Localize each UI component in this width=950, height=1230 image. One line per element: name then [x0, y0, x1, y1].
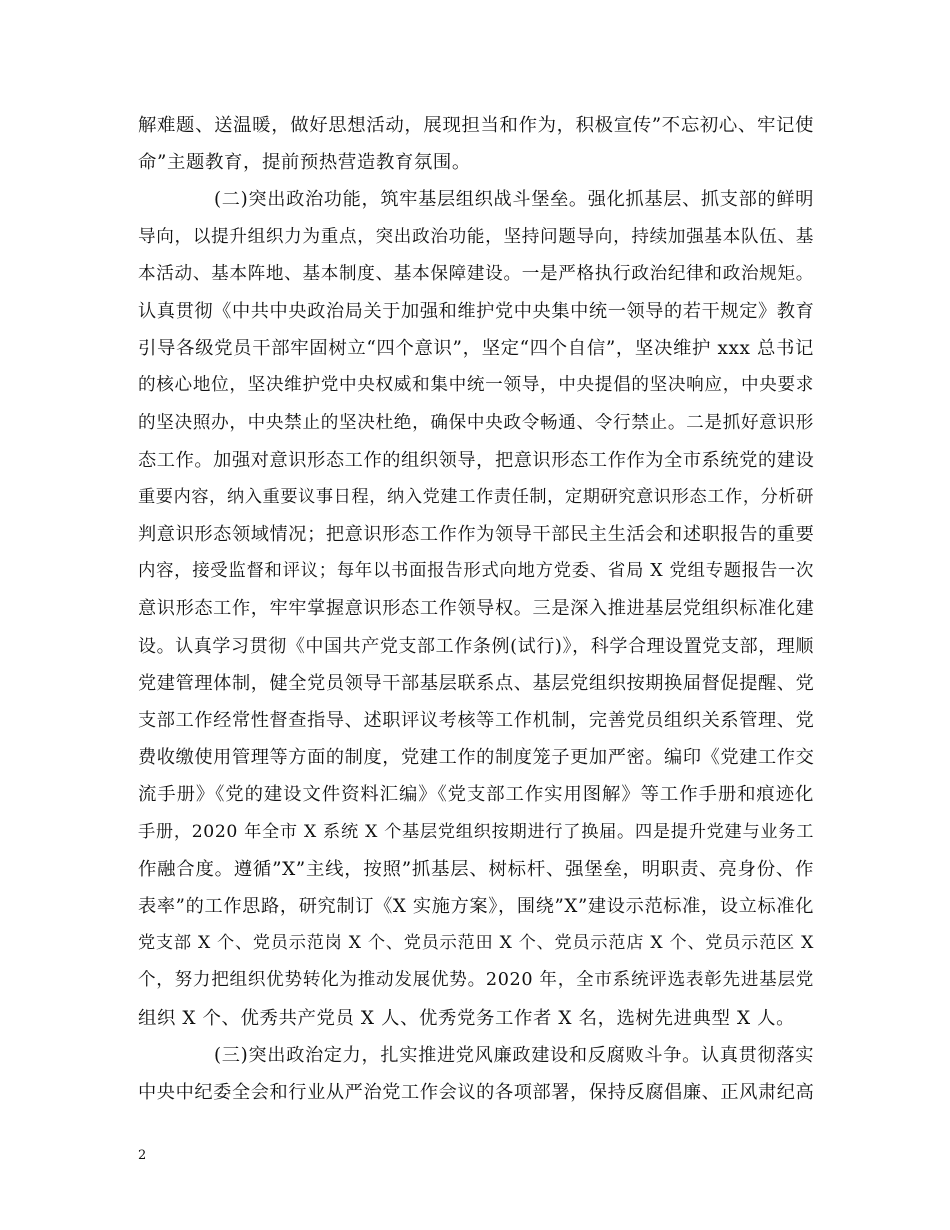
text-line: 支部工作经常性督查指导、述职评议考核等工作机制，完善党员组织关系管理、党 [138, 710, 815, 731]
text-line: 表率”的工作思路，研究制订《X 实施方案》，围绕”X”建设示范标准，设立标准化 [138, 895, 814, 917]
text-line: 引导各级党员干部牢固树立“四个意识”，坚定“四个自信”，坚决维护 xxx 总书记 [138, 338, 814, 360]
text-line: 的坚决照办，中央禁止的坚决杜绝，确保中央政令畅通、令行禁止。二是抓好意识形 [138, 412, 814, 433]
text-line: 作融合度。遵循”X”主线，按照”抓基层、树标杆、强堡垒，明职责、亮身份、作 [138, 858, 814, 880]
text-line: 判意识形态领域情况；把意识形态工作作为领导干部民主生活会和述职报告的重要 [138, 524, 815, 546]
text-line: 导向，以提升组织力为重点，突出政治功能，坚持问题导向，持续加强基本队伍、基 [138, 226, 814, 247]
text-line: 设。认真学习贯彻《中国共产党支部工作条例(试行)》，科学合理设置党支部，理顺 [138, 635, 814, 657]
text-line: 重要内容，纳入重要议事日程，纳入党建工作责任制，定期研究意识形态工作，分析研 [138, 486, 814, 507]
document-body [138, 107, 814, 1111]
text-line: 的核心地位，坚决维护党中央权威和集中统一领导，中央提倡的坚决响应，中央要求 [138, 375, 814, 396]
text-line: 流手册》《党的建设文件资料汇编》《党支部工作实用图解》等工作手册和痕迹化 [138, 784, 814, 806]
text-line: 中央中纪委全会和行业从严治党工作会议的各项部署，保持反腐倡廉、正风肃纪高 [138, 1081, 815, 1103]
text-line: 意识形态工作，牢牢掌握意识形态工作领导权。三是深入推进基层党组织标准化建 [138, 598, 815, 620]
text-line: 本活动、基本阵地、基本制度、基本保障建设。一是严格执行政治纪律和政治规矩。 [138, 263, 814, 284]
page-number: 2 [138, 1148, 147, 1163]
text-line: 党建管理体制，健全党员领导干部基层联系点、基层党组织按期换届督促提醒、党 [138, 672, 815, 694]
text-line: 个，努力把组织优势转化为推动发展优势。2020 年，全市系统评选表彰先进基层党 [138, 970, 814, 991]
section-heading-line: (二)突出政治功能，筑牢基层组织战斗堡垒。强化抓基层、抓支部的鲜明 [214, 189, 814, 211]
text-line: 党支部 X 个、党员示范岗 X 个、党员示范田 X 个、党员示范店 X 个、党员示范区 X [138, 933, 814, 954]
text-line: 命”主题教育，提前预热营造教育氛围。 [138, 152, 471, 174]
text-line: 认真贯彻《中共中央政治局关于加强和维护党中央集中统一领导的若干规定》教育 [138, 300, 815, 322]
text-line: 解难题、送温暖，做好思想活动，展现担当和作为，积极宣传”不忘初心、牢记使 [138, 115, 814, 136]
text-line: 费收缴使用管理等方面的制度，党建工作的制度笼子更加严密。编印《党建工作交 [138, 747, 815, 769]
text-line: 组织 X 个、优秀共产党员 X 人、优秀党务工作者 X 名，选树先进典型 X 人。 [138, 1007, 796, 1029]
text-line: 手册，2020 年全市 X 系统 X 个基层党组织按期进行了换届。四是提升党建与业务工 [138, 821, 814, 842]
text-line: 内容，接受监督和评议；每年以书面报告形式向地方党委、省局 X 党组专题报告一次 [138, 561, 814, 582]
text-line: 态工作。加强对意识形态工作的组织领导，把意识形态工作作为全市系统党的建设 [138, 449, 815, 471]
section-heading-line: (三)突出政治定力，扎实推进党风廉政建设和反腐败斗争。认真贯彻落实 [214, 1044, 814, 1066]
